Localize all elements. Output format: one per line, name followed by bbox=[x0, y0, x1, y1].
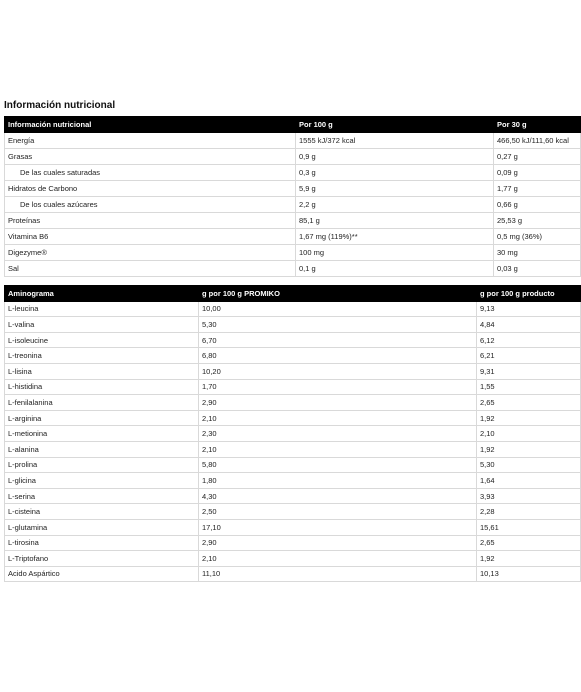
aminogram-cell-label: Acido Aspártico bbox=[5, 566, 199, 582]
aminogram-cell-label: L-tirosina bbox=[5, 535, 199, 551]
aminogram-cell-label: L-glutamina bbox=[5, 519, 199, 535]
aminogram-cell-promiko: 10,20 bbox=[199, 363, 477, 379]
table-row bbox=[5, 379, 581, 395]
table-row bbox=[5, 441, 581, 457]
table-row bbox=[5, 457, 581, 473]
nutrition-cell-per100: 0,1 g bbox=[296, 261, 494, 277]
table-row bbox=[5, 410, 581, 426]
aminogram-cell-label: L-glicina bbox=[5, 473, 199, 489]
aminogram-cell-label: L-Triptofano bbox=[5, 551, 199, 567]
table-row bbox=[5, 551, 581, 567]
aminogram-cell-promiko: 5,80 bbox=[199, 457, 477, 473]
nutrition-body bbox=[5, 133, 581, 277]
aminogram-cell-producto: 2,65 bbox=[477, 535, 581, 551]
table-row bbox=[5, 332, 581, 348]
nutrition-cell-label: Hidratos de Carbono bbox=[5, 181, 296, 197]
aminogram-cell-promiko: 2,10 bbox=[199, 441, 477, 457]
table-row bbox=[5, 488, 581, 504]
nutrition-cell-per30: 0,66 g bbox=[494, 197, 581, 213]
aminogram-cell-promiko: 11,10 bbox=[199, 566, 477, 582]
aminogram-cell-producto: 2,65 bbox=[477, 395, 581, 411]
aminogram-cell-producto: 1,55 bbox=[477, 379, 581, 395]
nutrition-header-per30: Por 30 g bbox=[494, 117, 581, 133]
nutrition-header-per100: Por 100 g bbox=[296, 117, 494, 133]
aminogram-cell-label: L-serina bbox=[5, 488, 199, 504]
aminogram-cell-producto: 3,93 bbox=[477, 488, 581, 504]
table-row bbox=[5, 504, 581, 520]
table-row bbox=[5, 229, 581, 245]
nutrition-cell-per100: 2,2 g bbox=[296, 197, 494, 213]
aminogram-cell-producto: 1,64 bbox=[477, 473, 581, 489]
table-row bbox=[5, 535, 581, 551]
nutrition-cell-per30: 30 mg bbox=[494, 245, 581, 261]
nutrition-cell-per100: 85,1 g bbox=[296, 213, 494, 229]
nutrition-cell-per30: 466,50 kJ/111,60 kcal bbox=[494, 133, 581, 149]
nutrition-cell-per30: 0,27 g bbox=[494, 149, 581, 165]
aminogram-cell-promiko: 5,30 bbox=[199, 317, 477, 333]
aminogram-table bbox=[4, 285, 581, 582]
aminogram-cell-label: L-histidina bbox=[5, 379, 199, 395]
aminogram-cell-producto: 2,28 bbox=[477, 504, 581, 520]
table-row bbox=[5, 363, 581, 379]
table-row bbox=[5, 213, 581, 229]
aminogram-cell-producto: 5,30 bbox=[477, 457, 581, 473]
table-row bbox=[5, 165, 581, 181]
table-row bbox=[5, 261, 581, 277]
aminogram-cell-promiko: 2,10 bbox=[199, 410, 477, 426]
table-row bbox=[5, 566, 581, 582]
table-row bbox=[5, 197, 581, 213]
nutrition-table bbox=[4, 116, 581, 277]
nutrition-cell-label: Proteínas bbox=[5, 213, 296, 229]
table-row bbox=[5, 473, 581, 489]
aminogram-cell-label: L-valina bbox=[5, 317, 199, 333]
nutrition-cell-label: Grasas bbox=[5, 149, 296, 165]
nutrition-cell-per100: 0,3 g bbox=[296, 165, 494, 181]
nutrition-cell-label: Energía bbox=[5, 133, 296, 149]
nutrition-cell-per30: 0,03 g bbox=[494, 261, 581, 277]
table-row bbox=[5, 301, 581, 317]
table-row bbox=[5, 245, 581, 261]
aminogram-cell-promiko: 17,10 bbox=[199, 519, 477, 535]
nutrition-header-label: Información nutricional bbox=[5, 117, 296, 133]
aminogram-cell-producto: 6,21 bbox=[477, 348, 581, 364]
table-row bbox=[5, 426, 581, 442]
table-row bbox=[5, 395, 581, 411]
aminogram-cell-label: L-prolina bbox=[5, 457, 199, 473]
aminogram-cell-label: L-metionina bbox=[5, 426, 199, 442]
aminogram-cell-promiko: 2,90 bbox=[199, 395, 477, 411]
table-row bbox=[5, 149, 581, 165]
nutrition-section bbox=[4, 100, 580, 582]
aminogram-cell-producto: 1,92 bbox=[477, 441, 581, 457]
nutrition-cell-per30: 25,53 g bbox=[494, 213, 581, 229]
aminogram-cell-label: L-treonina bbox=[5, 348, 199, 364]
aminogram-header-row bbox=[5, 286, 581, 302]
page-title: Información nutricional bbox=[4, 100, 116, 111]
nutrition-cell-label: De las cuales saturadas bbox=[5, 165, 296, 181]
aminogram-cell-producto: 10,13 bbox=[477, 566, 581, 582]
aminogram-cell-label: L-lisina bbox=[5, 363, 199, 379]
table-row bbox=[5, 348, 581, 364]
aminogram-cell-promiko: 4,30 bbox=[199, 488, 477, 504]
aminogram-header-producto: g por 100 g producto bbox=[477, 286, 581, 302]
aminogram-cell-label: L-arginina bbox=[5, 410, 199, 426]
nutrition-cell-label: Sal bbox=[5, 261, 296, 277]
table-row bbox=[5, 317, 581, 333]
aminogram-cell-producto: 15,61 bbox=[477, 519, 581, 535]
nutrition-cell-per30: 0,09 g bbox=[494, 165, 581, 181]
table-row bbox=[5, 181, 581, 197]
aminogram-cell-promiko: 1,70 bbox=[199, 379, 477, 395]
nutrition-cell-label: De los cuales azúcares bbox=[5, 197, 296, 213]
nutrition-header-row bbox=[5, 117, 581, 133]
nutrition-cell-per30: 0,5 mg (36%) bbox=[494, 229, 581, 245]
aminogram-cell-promiko: 1,80 bbox=[199, 473, 477, 489]
nutrition-cell-per100: 1555 kJ/372 kcal bbox=[296, 133, 494, 149]
nutrition-cell-per100: 5,9 g bbox=[296, 181, 494, 197]
nutrition-cell-per100: 1,67 mg (119%)** bbox=[296, 229, 494, 245]
aminogram-cell-producto: 2,10 bbox=[477, 426, 581, 442]
aminogram-cell-producto: 4,84 bbox=[477, 317, 581, 333]
aminogram-cell-label: L-alanina bbox=[5, 441, 199, 457]
aminogram-cell-promiko: 2,90 bbox=[199, 535, 477, 551]
nutrition-cell-per30: 1,77 g bbox=[494, 181, 581, 197]
aminogram-cell-label: L-leucina bbox=[5, 301, 199, 317]
nutrition-cell-per100: 100 mg bbox=[296, 245, 494, 261]
aminogram-header-promiko: g por 100 g PROMIKO bbox=[199, 286, 477, 302]
aminogram-cell-promiko: 6,70 bbox=[199, 332, 477, 348]
aminogram-cell-promiko: 2,30 bbox=[199, 426, 477, 442]
aminogram-cell-promiko: 2,10 bbox=[199, 551, 477, 567]
nutrition-cell-per100: 0,9 g bbox=[296, 149, 494, 165]
nutrition-cell-label: Digezyme® bbox=[5, 245, 296, 261]
nutrition-cell-label: Vitamina B6 bbox=[5, 229, 296, 245]
table-row bbox=[5, 519, 581, 535]
aminogram-cell-producto: 1,92 bbox=[477, 551, 581, 567]
aminogram-cell-producto: 9,31 bbox=[477, 363, 581, 379]
aminogram-cell-label: L-isoleucine bbox=[5, 332, 199, 348]
aminogram-cell-promiko: 10,00 bbox=[199, 301, 477, 317]
aminogram-header-label: Aminograma bbox=[5, 286, 199, 302]
aminogram-cell-producto: 6,12 bbox=[477, 332, 581, 348]
aminogram-cell-producto: 1,92 bbox=[477, 410, 581, 426]
aminogram-cell-producto: 9,13 bbox=[477, 301, 581, 317]
aminogram-cell-promiko: 2,50 bbox=[199, 504, 477, 520]
aminogram-cell-label: L-fenilalanina bbox=[5, 395, 199, 411]
aminogram-cell-promiko: 6,80 bbox=[199, 348, 477, 364]
aminogram-body bbox=[5, 301, 581, 582]
table-row bbox=[5, 133, 581, 149]
aminogram-cell-label: L-cisteina bbox=[5, 504, 199, 520]
